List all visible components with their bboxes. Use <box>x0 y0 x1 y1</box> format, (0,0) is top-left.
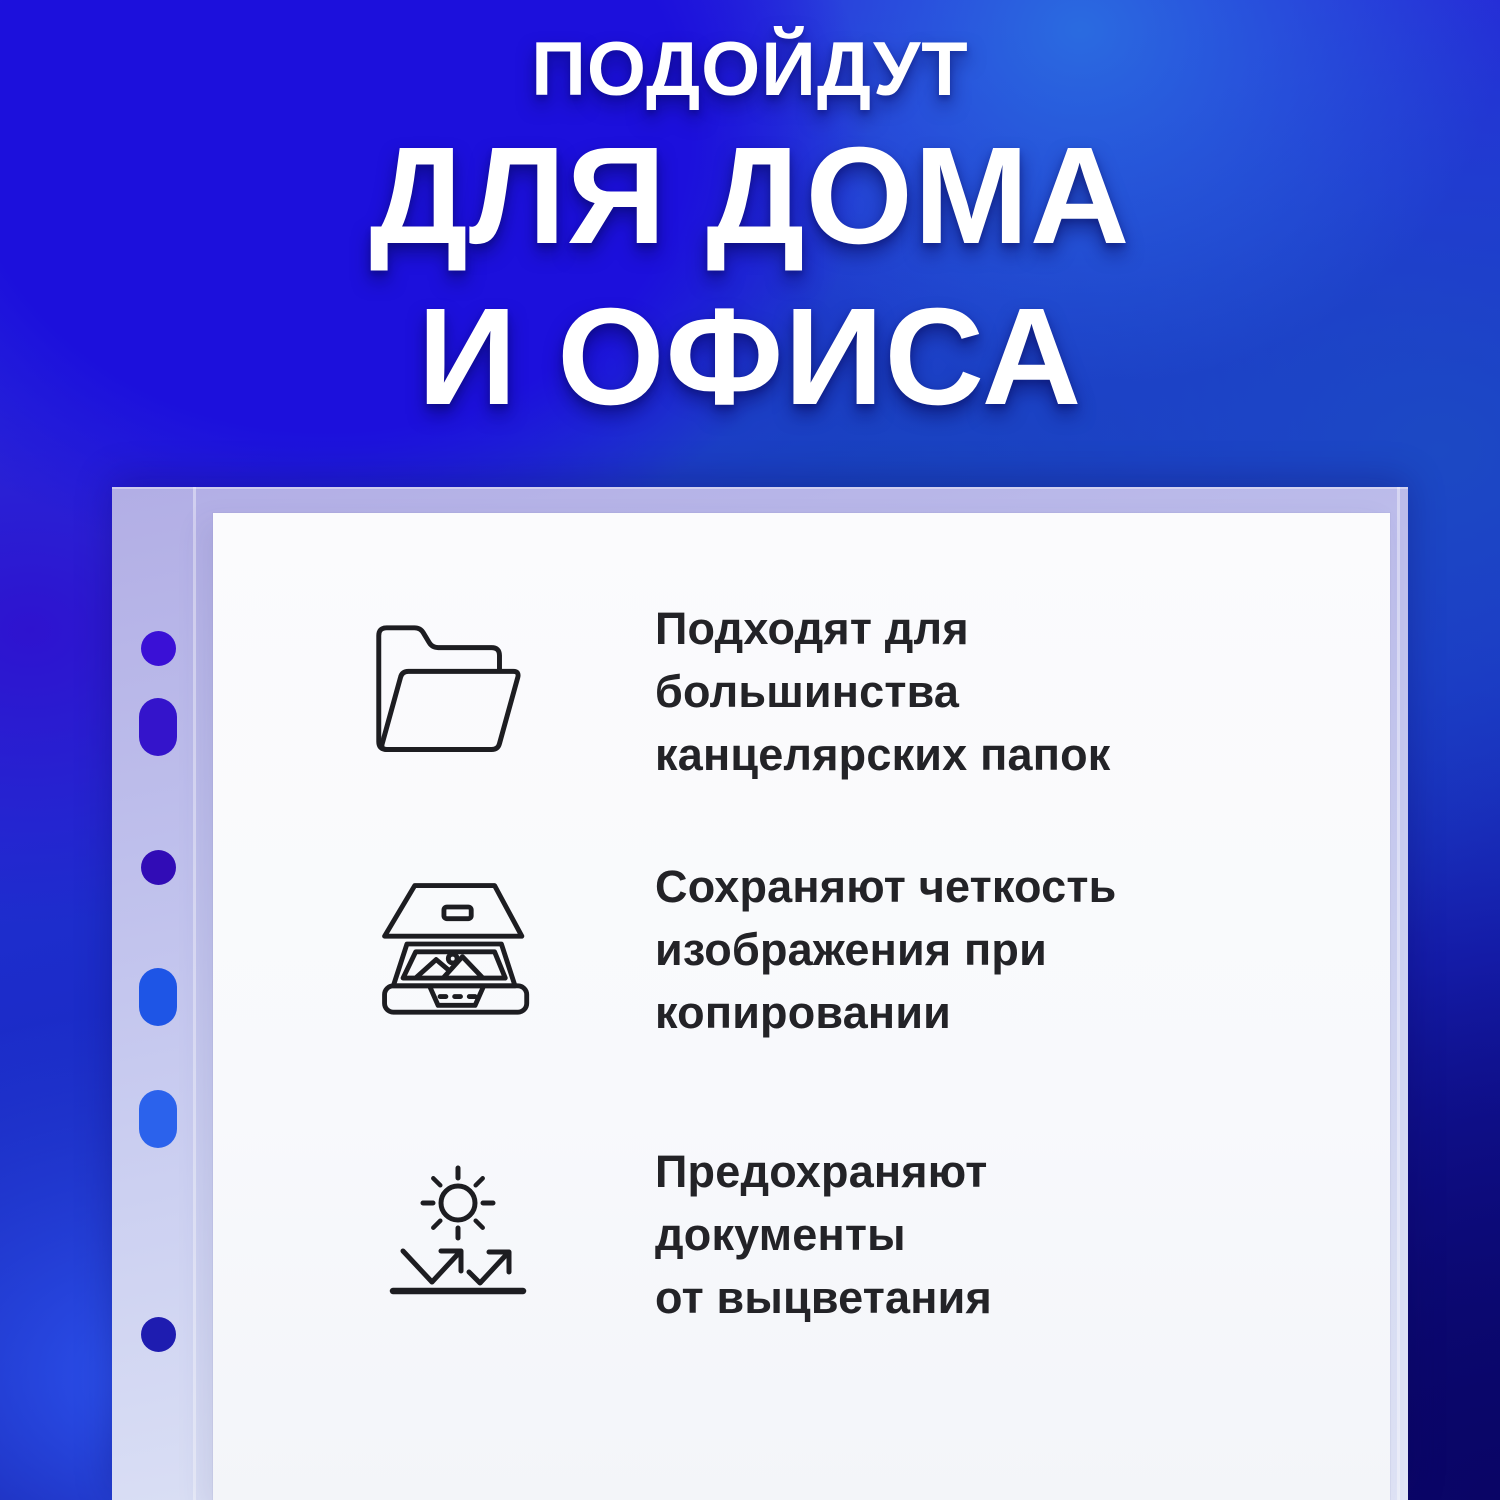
feature-line: изображения при <box>655 924 1047 975</box>
headline-line-3: И ОФИСА <box>417 280 1083 434</box>
punch-hole <box>141 1317 176 1352</box>
feature-text-copying <box>655 855 1116 1044</box>
feature-text-folders <box>655 597 1111 786</box>
punch-hole <box>139 698 177 756</box>
feature-line: документы <box>655 1209 906 1260</box>
punch-hole <box>139 1090 177 1148</box>
feature-text-fading <box>655 1140 992 1329</box>
feature-line: канцелярских папок <box>655 729 1111 780</box>
folder-icon <box>357 610 545 798</box>
feature-line: от выцветания <box>655 1272 992 1323</box>
headline-line-2: ДЛЯ ДОМА <box>369 119 1131 273</box>
paper-sheet <box>213 513 1390 1500</box>
scanner-icon <box>368 870 553 1055</box>
pocket-weld-seam-right <box>1397 487 1400 1500</box>
pocket-weld-seam-left <box>193 487 196 1500</box>
feature-line: Предохраняют <box>655 1146 988 1197</box>
feature-line: Подходят для <box>655 603 969 654</box>
headline-line-1: ПОДОЙДУТ <box>531 27 969 112</box>
feature-line: копировании <box>655 987 952 1038</box>
sun-fade-icon <box>370 1146 560 1336</box>
feature-line: Сохраняют четкость <box>655 861 1117 912</box>
feature-line: большинства <box>655 666 960 717</box>
punch-hole <box>141 850 176 885</box>
punch-hole <box>141 631 176 666</box>
headline <box>0 18 1500 436</box>
sheet-protector-pocket <box>112 487 1408 1500</box>
punch-hole <box>139 968 177 1026</box>
